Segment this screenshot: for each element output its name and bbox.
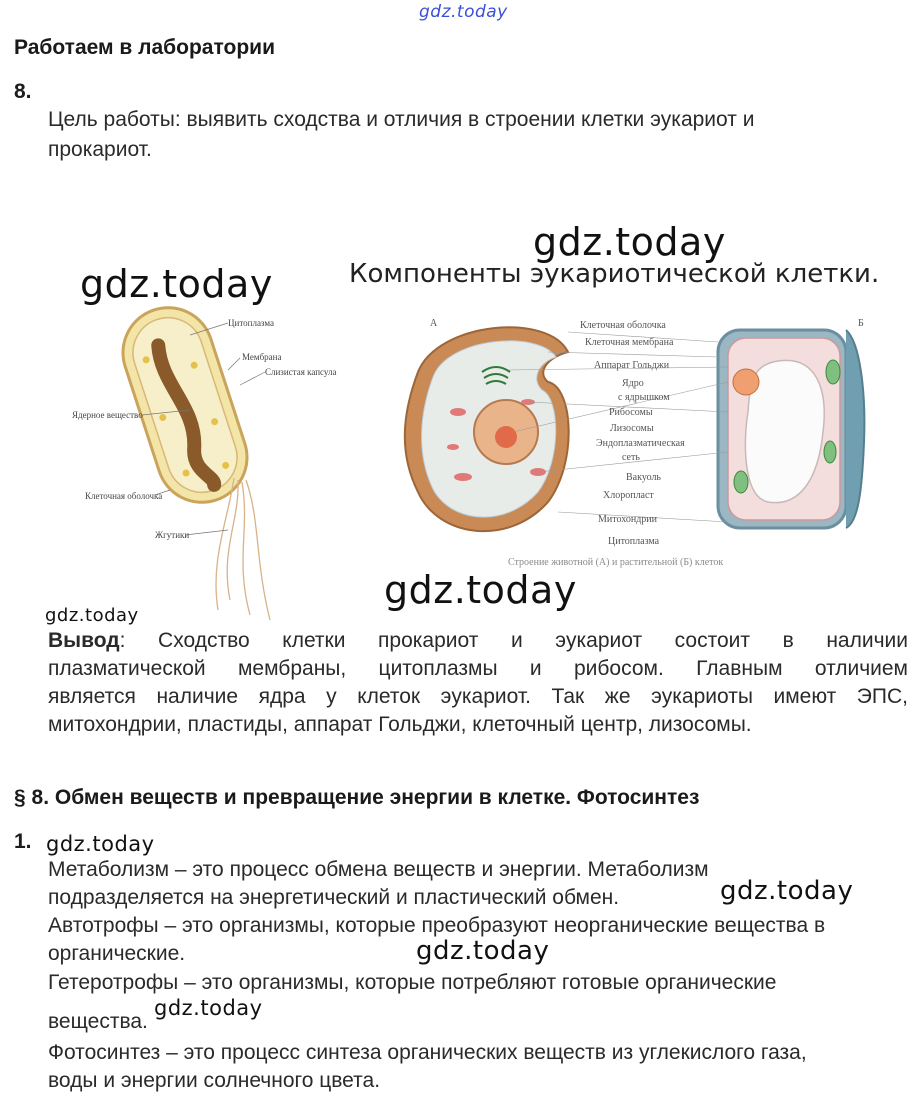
- label-euk-letter-a: А: [430, 318, 438, 329]
- heterotrophs-line2: вещества.: [48, 1010, 148, 1033]
- label-euk-nucleus1: Ядро: [622, 378, 644, 389]
- metabolism-line2: подразделяется на энергетический и пластический обмен.: [48, 886, 620, 909]
- conclusion-line3: является наличие ядра у клеток эукариот. Так же эукариоты имеют ЭПС,: [48, 685, 908, 708]
- label-euk-er2: сеть: [622, 452, 640, 463]
- label-euk-chloroplast: Хлоропласт: [603, 490, 654, 501]
- watermark-conclusion: gdz.today: [45, 605, 139, 626]
- label-euk-letter-b: Б: [858, 318, 864, 329]
- watermark-large-right: gdz.today: [533, 220, 726, 264]
- watermark-top: gdz.today: [419, 2, 508, 22]
- label-euk-lysosomes: Лизосомы: [610, 423, 654, 434]
- label-euk-membrane: Клеточная мембрана: [585, 337, 674, 348]
- conclusion-line2: плазматической мембраны, цитоплазмы и рибосом. Главным отличием: [48, 657, 908, 680]
- label-prok-capsule: Слизистая капсула: [265, 367, 337, 377]
- lab-goal-line2: прокариот.: [48, 138, 152, 161]
- lab-heading: Работаем в лаборатории: [14, 36, 275, 59]
- conclusion-line4: митохондрии, пластиды, аппарат Гольджи, клеточный центр, лизосомы.: [48, 713, 752, 736]
- label-euk-cytoplasm: Цитоплазма: [608, 536, 660, 547]
- prokaryote-cell-illustration: [110, 300, 370, 630]
- label-prok-flagella: Жгутики: [155, 530, 190, 540]
- photosynthesis-line2: воды и энергии солнечного цвета.: [48, 1069, 381, 1092]
- label-euk-golgi: Аппарат Гольджи: [594, 360, 670, 371]
- label-prok-wall: Клеточная оболочка: [85, 491, 163, 501]
- label-prok-cytoplasm: Цитоплазма: [228, 318, 274, 328]
- label-euk-er1: Эндоплазматическая: [596, 438, 685, 449]
- autotrophs-line1: Автотрофы – это организмы, которые преобразуют неорганические вещества в: [48, 914, 826, 937]
- label-euk-mitochondria: Митохондрии: [598, 514, 657, 525]
- watermark-section-b: gdz.today: [720, 876, 854, 906]
- label-euk-wall: Клеточная оболочка: [580, 320, 666, 331]
- conclusion-text-line1: : Сходство клетки прокариот и эукариот состоит в наличии: [119, 629, 908, 652]
- conclusion-line1: [48, 627, 908, 655]
- label-euk-ribosomes: Рибосомы: [609, 407, 653, 418]
- section-task-number: 1.: [14, 830, 32, 853]
- figure-title: Компоненты эукариотической клетки.: [349, 259, 880, 289]
- section-heading: § 8. Обмен веществ и превращение энергии в клетке. Фотосинтез: [14, 786, 700, 809]
- lab-goal-line1: Цель работы: выявить сходства и отличия в строении клетки эукариот и: [48, 108, 755, 131]
- label-euk-nucleus2: с ядрышком: [618, 392, 670, 403]
- lab-task-number: 8.: [14, 80, 32, 103]
- watermark-section-d: gdz.today: [154, 996, 263, 1020]
- metabolism-line1: Метаболизм – это процесс обмена веществ и энергии. Метаболизм: [48, 858, 709, 881]
- watermark-section-c: gdz.today: [416, 936, 550, 966]
- autotrophs-line2: органические.: [48, 942, 186, 965]
- figure-caption: Строение животной (А) и растительной (Б) клеток: [508, 557, 724, 568]
- watermark-under-figure: gdz.today: [384, 568, 577, 612]
- heterotrophs-line1: Гетеротрофы – это организмы, которые потребляют готовые органические: [48, 971, 777, 994]
- conclusion-label: Вывод: [48, 629, 120, 652]
- photosynthesis-line1: Фотосинтез – это процесс синтеза органических веществ из углекислого газа,: [48, 1041, 807, 1064]
- label-euk-vacuole: Вакуоль: [626, 472, 661, 483]
- watermark-section-a: gdz.today: [46, 832, 155, 856]
- label-prok-nucleoid: Ядерное вещество: [72, 410, 143, 420]
- watermark-large-left: gdz.today: [80, 262, 273, 306]
- label-prok-membrane: Мембрана: [242, 352, 282, 362]
